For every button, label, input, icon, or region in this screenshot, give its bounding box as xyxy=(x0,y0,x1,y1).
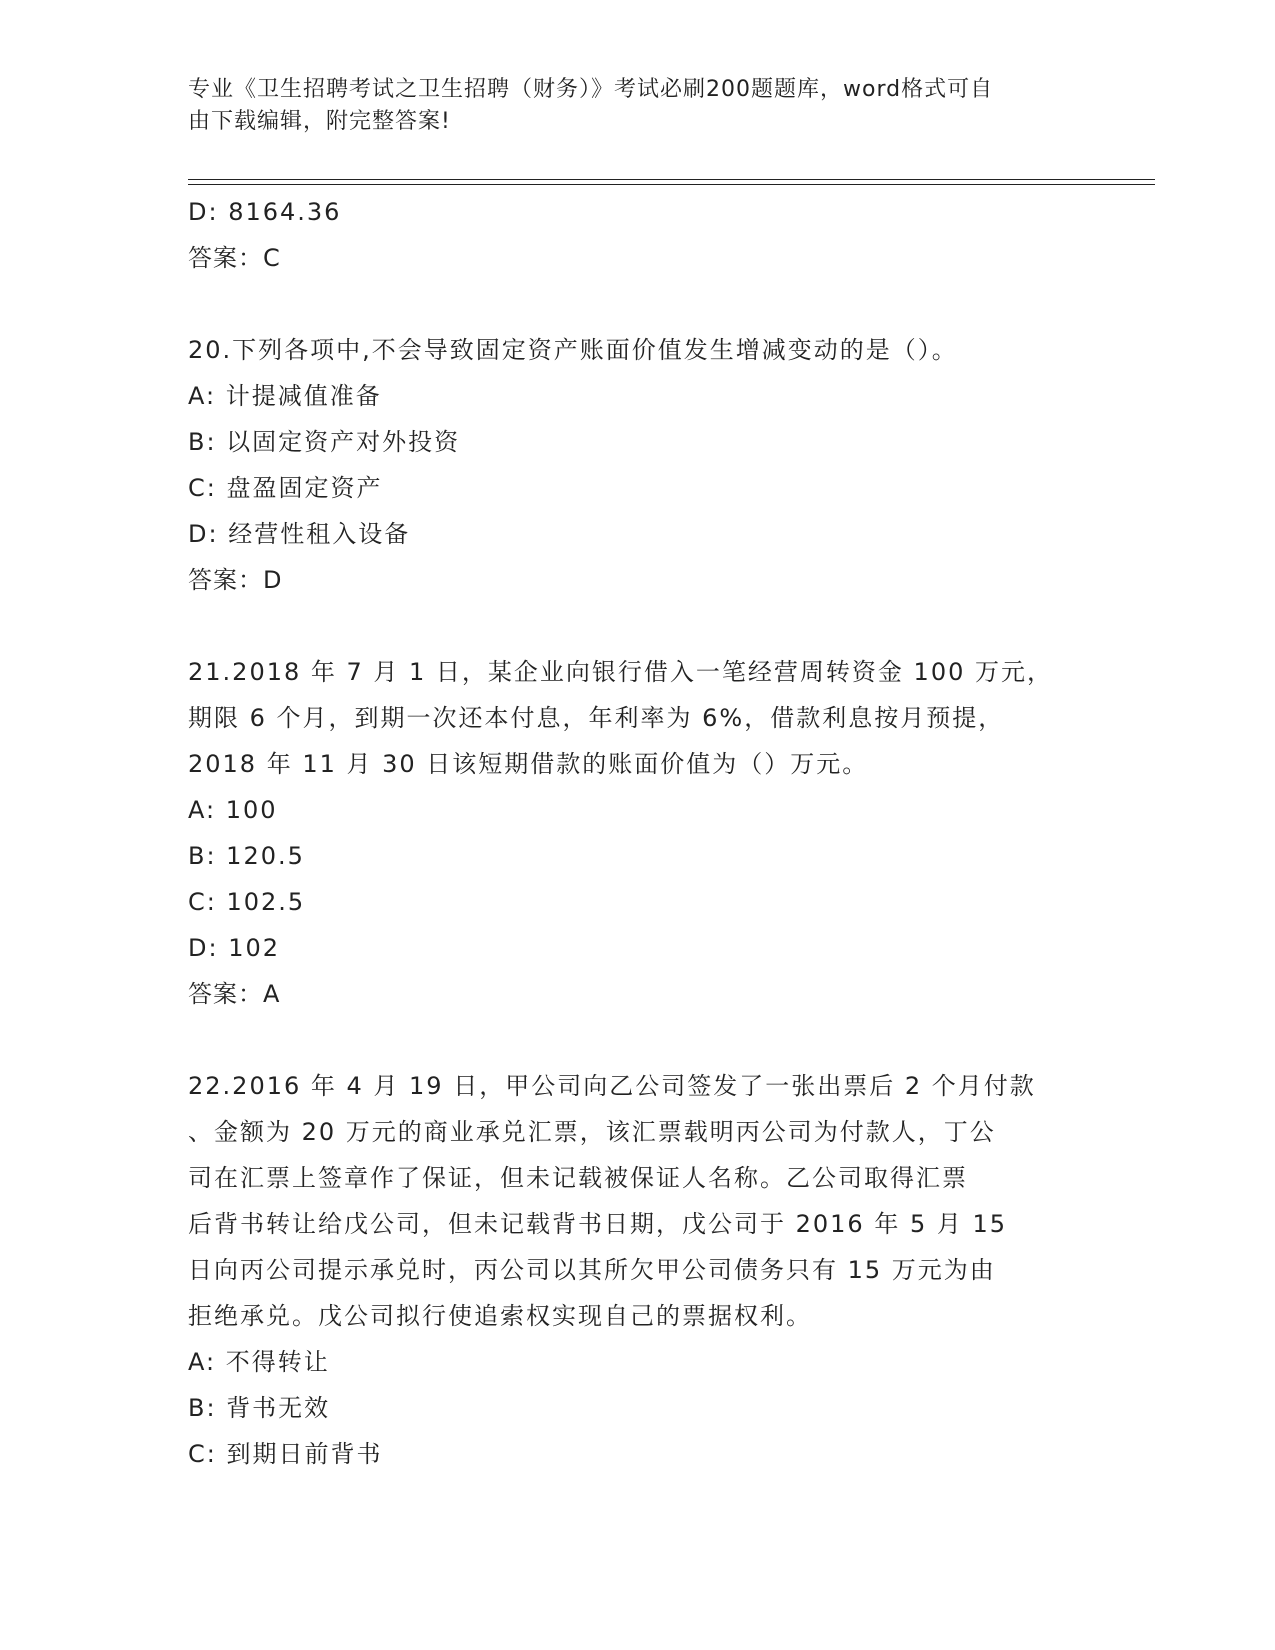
option-d: D: 8164.36 xyxy=(188,198,342,226)
spacer xyxy=(188,1017,1078,1063)
header-rule-bottom xyxy=(188,184,1155,185)
question-text-line: 20.下列各项中,不会导致固定资产账面价值发生增减变动的是（）。 xyxy=(188,336,958,364)
option-a: A: 不得转让 xyxy=(188,1348,330,1376)
option-c: C: 盘盈固定资产 xyxy=(188,474,383,502)
option-a: A: 100 xyxy=(188,796,278,824)
option-b: B: 120.5 xyxy=(188,842,305,870)
option-d: D: 经营性租入设备 xyxy=(188,520,411,548)
question-list xyxy=(188,189,1078,1477)
answer: 答案：C xyxy=(188,244,281,272)
option-d: D: 102 xyxy=(188,934,281,962)
option-b: B: 以固定资产对外投资 xyxy=(188,428,461,456)
answer: 答案：D xyxy=(188,566,283,594)
spacer xyxy=(188,603,1078,649)
question-text xyxy=(188,1063,1078,1339)
question-text-line: 21.2018 年 7 月 1 日，某企业向银行借入一笔经营周转资金 100 万元， xyxy=(188,658,1053,686)
spacer xyxy=(188,281,1078,327)
question-text xyxy=(188,327,1078,373)
answer: 答案：A xyxy=(188,980,281,1008)
header-line-2: 由下载编辑，附完整答案! xyxy=(188,109,451,134)
previous-question-tail xyxy=(188,189,1078,281)
question-text-line: 拒绝承兑。戊公司拟行使追索权实现自己的票据权利。 xyxy=(188,1302,812,1330)
document-header xyxy=(188,74,1068,138)
option-c: C: 到期日前背书 xyxy=(188,1440,383,1468)
question-text-line: 、金额为 20 万元的商业承兑汇票，该汇票载明丙公司为付款人，丁公 xyxy=(188,1118,996,1146)
question-22 xyxy=(188,1063,1078,1477)
option-a: A: 计提减值准备 xyxy=(188,382,382,410)
question-text-line: 22.2016 年 4 月 19 日，甲公司向乙公司签发了一张出票后 2 个月付款 xyxy=(188,1072,1036,1100)
question-text-line: 日向丙公司提示承兑时，丙公司以其所欠甲公司债务只有 15 万元为由 xyxy=(188,1256,996,1284)
header-rule-top xyxy=(188,179,1155,180)
option-b: B: 背书无效 xyxy=(188,1394,331,1422)
option-c: C: 102.5 xyxy=(188,888,306,916)
header-line-1: 专业《卫生招聘考试之卫生招聘（财务）》考试必刷200题题库，word格式可自 xyxy=(188,77,994,102)
question-text-line: 2018 年 11 月 30 日该短期借款的账面价值为（）万元。 xyxy=(188,750,869,778)
question-21 xyxy=(188,649,1078,1017)
question-text-line: 司在汇票上签章作了保证，但未记载被保证人名称。乙公司取得汇票 xyxy=(188,1164,968,1192)
question-text-line: 后背书转让给戊公司，但未记载背书日期，戊公司于 2016 年 5 月 15 xyxy=(188,1210,1008,1238)
question-text xyxy=(188,649,1078,787)
question-20 xyxy=(188,327,1078,603)
question-text-line: 期限 6 个月，到期一次还本付息，年利率为 6%，借款利息按月预提， xyxy=(188,704,1005,732)
